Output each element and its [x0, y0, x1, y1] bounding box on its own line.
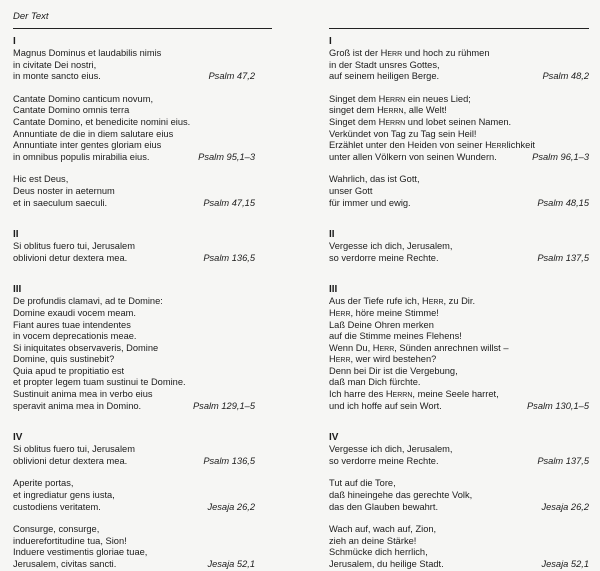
- scripture-reference: Jesaja 52,1: [541, 559, 589, 569]
- verse-line: Wenn Du, Herr, Sünden anrechnen willst –: [329, 342, 509, 353]
- verse-line: induerefortitudine tua, Sion!: [13, 535, 127, 546]
- verse-line: De profundis clamavi, ad te Domine:: [13, 296, 163, 307]
- verse-line: so verdorre meine Rechte.: [329, 455, 439, 466]
- verse-line: Domine, quis sustinebit?: [13, 354, 115, 365]
- verse-line: Aperite portas,: [13, 478, 74, 489]
- verse-line: Annuntiate de die in diem salutare eius: [13, 128, 174, 139]
- small-caps-lord: Herr: [329, 354, 351, 365]
- verse-line: oblivioni detur dextera mea.: [13, 252, 128, 263]
- verse-line: Vergesse ich dich, Jerusalem,: [329, 241, 453, 252]
- verse-line: für immer und ewig.: [329, 197, 411, 208]
- verse-block: [13, 296, 273, 412]
- scripture-reference: Psalm 137,5: [537, 252, 589, 263]
- verse-line: daß man Dich fürchte.: [329, 377, 421, 388]
- verse-line: daß hineingehe das gerechte Volk,: [329, 490, 473, 501]
- verse-line: Magnus Dominus et laudabilis nimis: [13, 48, 162, 58]
- verse-line: Deus noster in aeternum: [13, 185, 115, 196]
- scripture-reference: Psalm 95,1–3: [198, 151, 255, 162]
- verse-line: Si oblitus fuero tui, Jerusalem: [13, 241, 135, 252]
- small-caps-lord: Herrn: [378, 116, 406, 127]
- verse-line: singet dem Herrn, alle Welt!: [329, 105, 447, 116]
- verse-line: Quia apud te propitiatio est: [13, 365, 125, 376]
- section-number: III: [13, 284, 22, 296]
- verse-line: custodiens veritatem.: [13, 501, 101, 512]
- verse-line: Verkündet von Tag zu Tag sein Heil!: [329, 128, 477, 139]
- small-caps-lord: Herr: [329, 307, 351, 318]
- section-number: IV: [13, 432, 23, 444]
- verse-line: in omnibus populis mirabilia eius.: [13, 151, 150, 162]
- scripture-reference: Psalm 47,2: [208, 71, 255, 82]
- verse-line: in der Stadt unsres Gottes,: [329, 59, 440, 70]
- scripture-reference: Psalm 129,1–5: [192, 400, 255, 411]
- left-header-rule: [13, 28, 272, 29]
- verse-block: [13, 241, 273, 264]
- verse-line: Si oblitus fuero tui, Jerusalem: [13, 444, 135, 455]
- verse-line: in civitate Dei nostri,: [13, 59, 97, 70]
- verse-block: [329, 296, 589, 412]
- small-caps-lord: Herr: [422, 296, 444, 307]
- verse-block: [13, 94, 273, 164]
- scripture-reference: Jesaja 26,2: [541, 501, 589, 512]
- verse-line: speravit anima mea in Domino.: [13, 400, 142, 411]
- verse-block: [329, 478, 589, 513]
- scripture-reference: Psalm 48,2: [542, 71, 589, 82]
- scripture-reference: Psalm 137,5: [537, 455, 589, 466]
- small-caps-lord: Herr: [380, 48, 403, 58]
- verse-line: Herr, höre meine Stimme!: [329, 307, 439, 318]
- scripture-reference: Psalm 130,1–5: [526, 400, 589, 411]
- small-caps-lord: Herrn: [378, 93, 406, 104]
- verse-line: Herr, wer wird bestehen?: [329, 354, 437, 365]
- verse-line: Cantate Domino canticum novum,: [13, 93, 154, 104]
- verse-line: Consurge, consurge,: [13, 524, 100, 535]
- verse-line: Jerusalem, du heilige Stadt.: [329, 559, 444, 569]
- verse-line: Sustinuit anima mea in verbo eius: [13, 389, 153, 400]
- verse-line: Cantate Domino, et benedicite nomini eius.: [13, 116, 191, 127]
- verse-line: Ich harre des Herrn, meine Seele harret,: [329, 389, 499, 400]
- verse-line: Induere vestimentis gloriae tuae,: [13, 547, 148, 558]
- right-header-rule: [329, 28, 589, 29]
- verse-line: unser Gott: [329, 185, 373, 196]
- verse-block: [329, 174, 589, 209]
- verse-line: Annuntiate inter gentes gloriam eius: [13, 140, 162, 151]
- scripture-reference: Psalm 47,15: [203, 197, 255, 208]
- verse-line: Vergesse ich dich, Jerusalem,: [329, 444, 453, 455]
- verse-line: zieh an deine Stärke!: [329, 535, 417, 546]
- verse-block: [13, 444, 273, 467]
- verse-line: oblivioni detur dextera mea.: [13, 455, 128, 466]
- verse-line: Singet dem Herrn ein neues Lied;: [329, 93, 471, 104]
- verse-line: Wach auf, wach auf, Zion,: [329, 524, 437, 535]
- verse-line: Hic est Deus,: [13, 174, 69, 185]
- small-caps-lord: Herrn: [377, 105, 404, 116]
- verse-line: Aus der Tiefe rufe ich, Herr, zu Dir.: [329, 296, 476, 307]
- verse-line: in monte sancto eius.: [13, 71, 101, 82]
- verse-line: Erzählet unter den Heiden von seiner Herrlichkeit: [329, 140, 535, 151]
- verse-line: Si iniquitates observaveris, Domine: [13, 342, 159, 353]
- verse-block: [13, 174, 273, 209]
- verse-line: et ingrediatur gens iusta,: [13, 490, 115, 501]
- verse-block: [13, 524, 273, 570]
- verse-block: [329, 444, 589, 467]
- section-number: III: [329, 284, 338, 296]
- section-number: II: [329, 229, 335, 241]
- verse-line: Domine exaudi vocem meam.: [13, 307, 136, 318]
- page-header-title: Der Text: [13, 11, 49, 22]
- section-number: II: [13, 229, 19, 241]
- small-caps-lord: Herrn: [385, 389, 413, 400]
- verse-line: Denn bei Dir ist die Vergebung,: [329, 365, 458, 376]
- scripture-reference: Psalm 96,1–3: [532, 151, 589, 162]
- verse-block: [13, 478, 273, 513]
- latin-text-column: [13, 36, 273, 571]
- verse-line: Wahrlich, das ist Gott,: [329, 174, 420, 185]
- verse-line: Cantate Domino omnis terra: [13, 105, 130, 116]
- verse-line: das den Glauben bewahrt.: [329, 501, 439, 512]
- verse-line: Fiant aures tuae intendentes: [13, 319, 131, 330]
- verse-block: [329, 524, 589, 570]
- scripture-reference: Psalm 136,5: [203, 455, 255, 466]
- verse-line: auf die Stimme meines Flehens!: [329, 331, 462, 342]
- verse-block: [13, 48, 273, 83]
- verse-block: [329, 94, 589, 164]
- verse-block: [329, 241, 589, 264]
- verse-line: so verdorre meine Rechte.: [329, 252, 439, 263]
- scripture-reference: Psalm 48,15: [537, 197, 589, 208]
- scripture-reference: Jesaja 52,1: [207, 559, 255, 569]
- verse-line: unter allen Völkern von seinen Wundern.: [329, 151, 497, 162]
- verse-line: und ich hoffe auf sein Wort.: [329, 400, 442, 411]
- verse-line: Laß Deine Ohren merken: [329, 319, 434, 330]
- verse-line: Schmücke dich herrlich,: [329, 547, 428, 558]
- verse-line: in vocem deprecationis meae.: [13, 331, 137, 342]
- small-caps-lord: Herr: [485, 140, 507, 151]
- verse-line: auf seinem heiligen Berge.: [329, 71, 440, 82]
- verse-line: Groß ist der Herr und hoch zu rühmen: [329, 48, 490, 58]
- verse-line: et propter legem tuam sustinui te Domine.: [13, 377, 186, 388]
- verse-line: Jerusalem, civitas sancti.: [13, 559, 117, 569]
- section-number: I: [329, 36, 332, 47]
- section-number: IV: [329, 432, 339, 444]
- verse-line: Tut auf die Tore,: [329, 478, 396, 489]
- small-caps-lord: Herr: [372, 342, 395, 353]
- section-number: I: [13, 36, 16, 47]
- verse-line: et in saeculum saeculi.: [13, 197, 108, 208]
- verse-line: Singet dem Herrn und lobet seinen Namen.: [329, 116, 512, 127]
- german-text-column: [329, 36, 589, 571]
- scripture-reference: Psalm 136,5: [203, 252, 255, 263]
- verse-block: [329, 48, 589, 83]
- scripture-reference: Jesaja 26,2: [207, 501, 255, 512]
